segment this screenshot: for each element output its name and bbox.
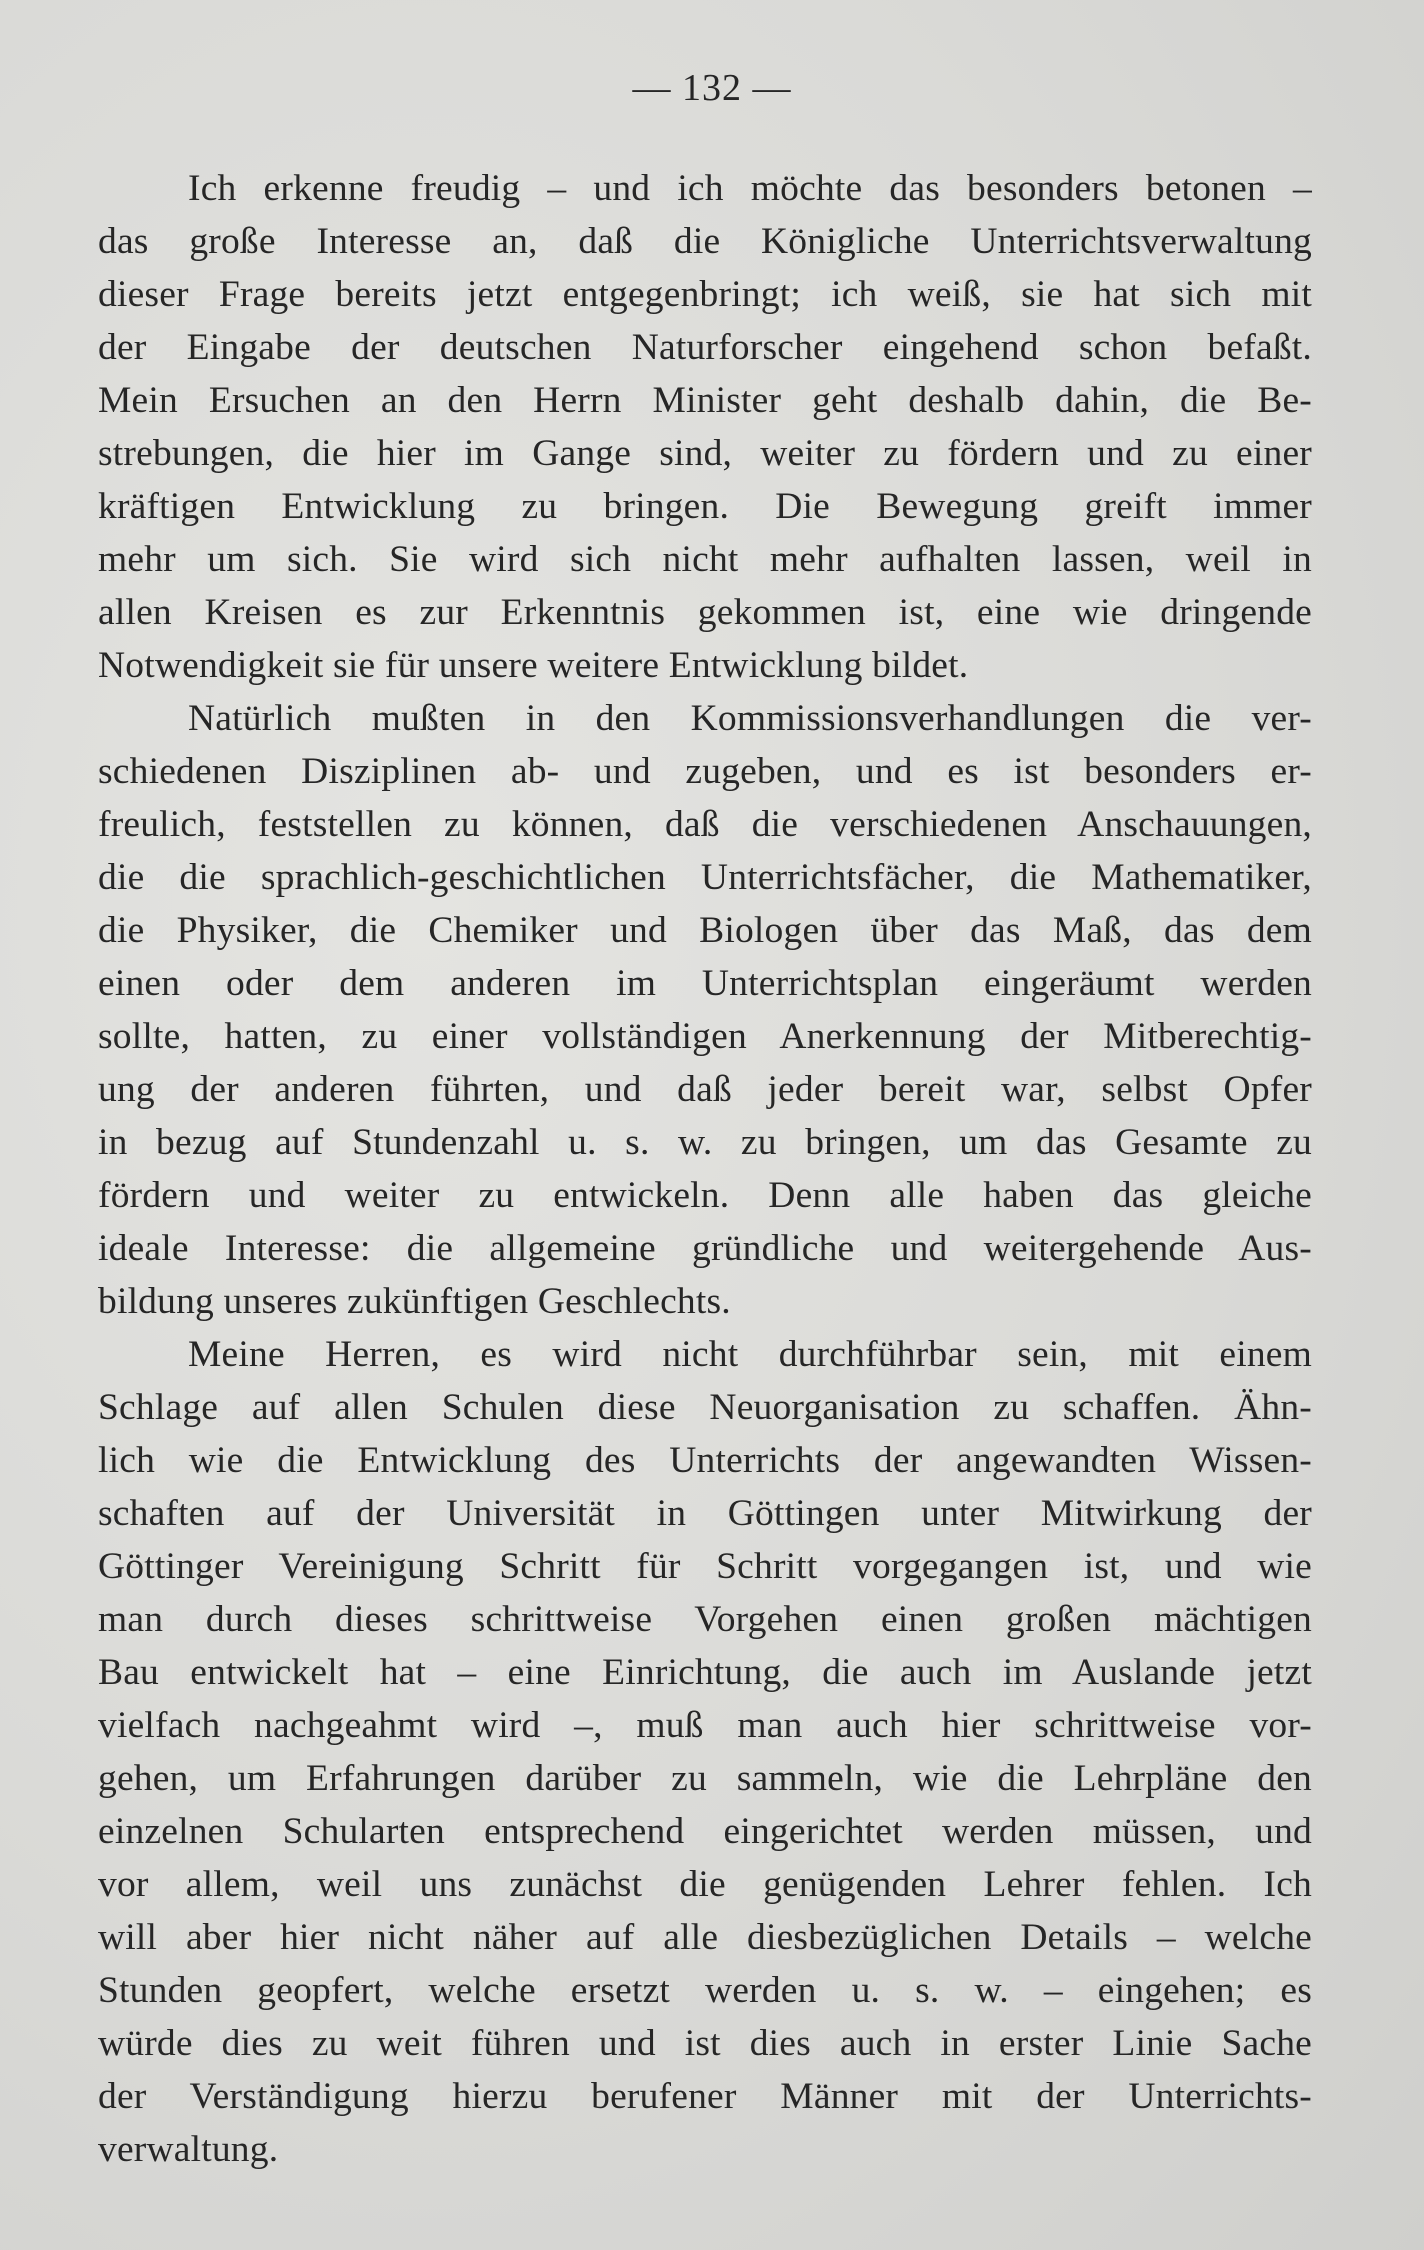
text-line: Notwendigkeit sie für unsere weitere Entwicklung bildet. [98,645,969,686]
text-line: lich wie die Entwicklung des Unterrichts der angewandten Wissen- [98,1440,1312,1481]
text-line: fördern und weiter zu entwickeln. Denn alle haben das gleiche [98,1175,1312,1216]
text-line: schaften auf der Universität in Göttingen unter Mitwirkung der [98,1493,1312,1534]
text-line: gehen, um Erfahrungen darüber zu sammeln, wie die Lehrpläne den [98,1758,1312,1799]
text-line: bildung unseres zukünftigen Geschlechts. [98,1281,731,1322]
text-line: der Verständigung hierzu berufener Männer mit der Unterrichts- [98,2076,1312,2117]
text-line: einzelnen Schularten entsprechend eingerichtet werden müssen, und [98,1811,1312,1852]
text-line: sollte, hatten, zu einer vollständigen Anerkennung der Mitberechtig- [98,1016,1312,1057]
text-line: mehr um sich. Sie wird sich nicht mehr aufhalten lassen, weil in [98,539,1312,580]
text-line: strebungen, die hier im Gange sind, weiter zu fördern und zu einer [98,433,1312,474]
text-line: in bezug auf Stundenzahl u. s. w. zu bringen, um das Gesamte zu [98,1122,1312,1163]
paragraph-first-line: Natürlich mußten in den Kommissionsverhandlungen die ver- [188,698,1312,739]
text-line: man durch dieses schrittweise Vorgehen einen großen mächtigen [98,1599,1312,1640]
text-line: schiedenen Disziplinen ab- und zugeben, und es ist besonders er- [98,751,1312,792]
text-line: verwaltung. [98,2129,279,2170]
text-line: einen oder dem anderen im Unterrichtsplan eingeräumt werden [98,963,1312,1004]
paragraph-first-line: Meine Herren, es wird nicht durchführbar sein, mit einem [188,1334,1312,1375]
text-line: will aber hier nicht näher auf alle diesbezüglichen Details – welche [98,1917,1312,1958]
text-line: die Physiker, die Chemiker und Biologen über das Maß, das dem [98,910,1312,951]
text-line: Göttinger Vereinigung Schritt für Schritt vorgegangen ist, und wie [98,1546,1312,1587]
text-line: Mein Ersuchen an den Herrn Minister geht deshalb dahin, die Be- [98,380,1312,421]
text-line: das große Interesse an, daß die Königliche Unterrichtsverwaltung [98,221,1312,262]
text-line: kräftigen Entwicklung zu bringen. Die Bewegung greift immer [98,486,1312,527]
text-line: vor allem, weil uns zunächst die genügenden Lehrer fehlen. Ich [98,1864,1312,1905]
text-line: freulich, feststellen zu können, daß die verschiedenen Anschauungen, [98,804,1312,845]
text-line: vielfach nachgeahmt wird –, muß man auch hier schrittweise vor- [98,1705,1312,1746]
text-line: würde dies zu weit führen und ist dies auch in erster Linie Sache [98,2023,1312,2064]
text-line: der Eingabe der deutschen Naturforscher eingehend schon befaßt. [98,327,1312,368]
body-text [98,162,1312,2176]
page-number: — 132 — [632,67,792,109]
text-line: Bau entwickelt hat – eine Einrichtung, die auch im Auslande jetzt [98,1652,1312,1693]
paragraph-first-line: Ich erkenne freudig – und ich möchte das besonders betonen – [188,168,1312,209]
text-line: dieser Frage bereits jetzt entgegenbringt; ich weiß, sie hat sich mit [98,274,1312,315]
text-line: Stunden geopfert, welche ersetzt werden u. s. w. – eingehen; es [98,1970,1312,2011]
text-line: Schlage auf allen Schulen diese Neuorganisation zu schaffen. Ähn- [98,1387,1312,1428]
text-line: ung der anderen führten, und daß jeder bereit war, selbst Opfer [98,1069,1312,1110]
text-line: die die sprachlich-geschichtlichen Unterrichtsfächer, die Mathematiker, [98,857,1312,898]
text-line: ideale Interesse: die allgemeine gründliche und weitergehende Aus- [98,1228,1312,1269]
text-line: allen Kreisen es zur Erkenntnis gekommen ist, eine wie dringende [98,592,1312,633]
